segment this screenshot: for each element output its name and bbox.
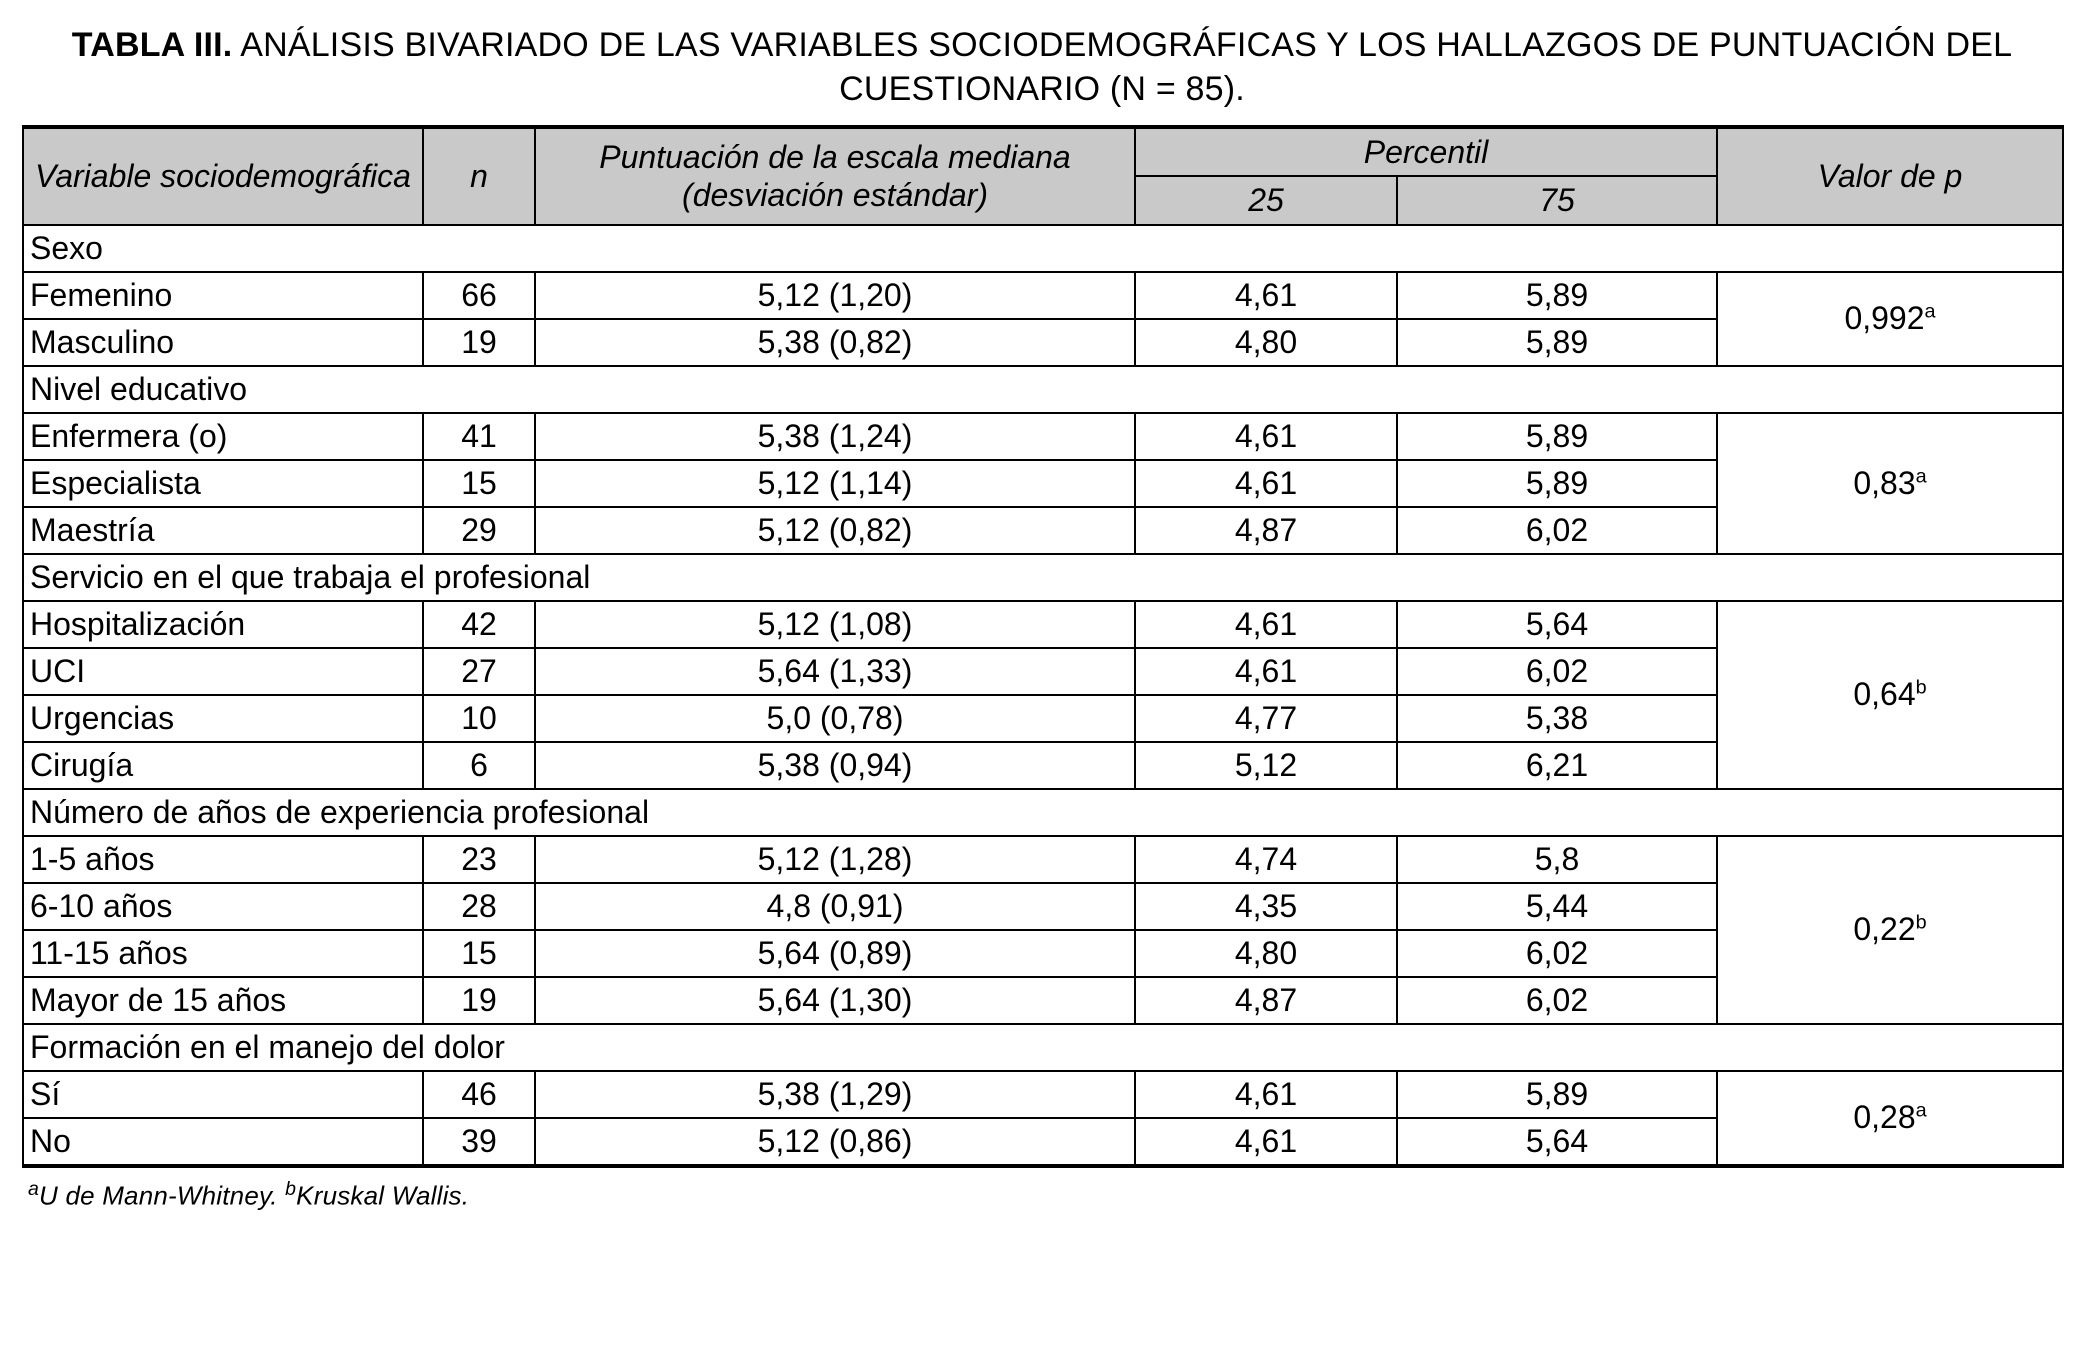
cell-percentil-75: 5,89 [1397, 460, 1717, 507]
cell-score: 5,38 (1,24) [535, 413, 1135, 460]
section-title: Servicio en el que trabaja el profesional [23, 554, 2063, 601]
table-row [23, 836, 2063, 883]
cell-variable: Enfermera (o) [23, 413, 423, 460]
cell-n: 10 [423, 695, 535, 742]
table-footnote [22, 1178, 2062, 1212]
cell-n: 19 [423, 977, 535, 1024]
cell-percentil-75: 6,02 [1397, 930, 1717, 977]
table-body [23, 225, 2063, 1166]
cell-percentil-25: 4,80 [1135, 930, 1397, 977]
table-header [23, 127, 2063, 225]
cell-percentil-75: 5,38 [1397, 695, 1717, 742]
cell-n: 39 [423, 1118, 535, 1166]
header-percentil-75: 75 [1397, 176, 1717, 224]
section-title: Sexo [23, 225, 2063, 272]
cell-variable: 6-10 años [23, 883, 423, 930]
table-section-header [23, 554, 2063, 601]
table-caption-text: ANÁLISIS BIVARIADO DE LAS VARIABLES SOCIODEMOGRÁFICAS Y LOS HALLAZGOS DE PUNTUACIÓN DEL CUESTIONARIO (N = 85). [232, 26, 2013, 108]
table-row [23, 601, 2063, 648]
cell-n: 41 [423, 413, 535, 460]
cell-n: 42 [423, 601, 535, 648]
cell-n: 28 [423, 883, 535, 930]
cell-variable: Cirugía [23, 742, 423, 789]
header-score: Puntuación de la escala mediana (desviación estándar) [535, 127, 1135, 225]
pvalue-text: 0,992 [1844, 300, 1925, 337]
cell-percentil-25: 4,74 [1135, 836, 1397, 883]
header-percentil: Percentil [1135, 127, 1717, 176]
footnote-marker-a: a [28, 1177, 40, 1200]
bivariate-analysis-table [22, 125, 2064, 1168]
pvalue-text: 0,64 [1853, 676, 1916, 713]
cell-variable: Urgencias [23, 695, 423, 742]
table-section-header [23, 1024, 2063, 1071]
table-section-header [23, 366, 2063, 413]
header-n: n [423, 127, 535, 225]
cell-n: 6 [423, 742, 535, 789]
cell-score: 5,38 (0,82) [535, 319, 1135, 366]
cell-percentil-75: 6,21 [1397, 742, 1717, 789]
cell-percentil-25: 4,87 [1135, 977, 1397, 1024]
cell-score: 5,12 (0,82) [535, 507, 1135, 554]
cell-variable: 11-15 años [23, 930, 423, 977]
cell-score: 5,12 (1,20) [535, 272, 1135, 319]
cell-variable: 1-5 años [23, 836, 423, 883]
section-title: Nivel educativo [23, 366, 2063, 413]
cell-percentil-25: 4,87 [1135, 507, 1397, 554]
cell-score: 5,64 (0,89) [535, 930, 1135, 977]
cell-variable: Mayor de 15 años [23, 977, 423, 1024]
cell-score: 5,0 (0,78) [535, 695, 1135, 742]
cell-variable: Masculino [23, 319, 423, 366]
cell-percentil-75: 5,64 [1397, 1118, 1717, 1166]
cell-n: 19 [423, 319, 535, 366]
table-row [23, 272, 2063, 319]
cell-percentil-75: 5,89 [1397, 1071, 1717, 1118]
table-row [23, 413, 2063, 460]
cell-percentil-25: 4,61 [1135, 272, 1397, 319]
cell-score: 5,12 (1,08) [535, 601, 1135, 648]
cell-score: 5,12 (1,14) [535, 460, 1135, 507]
cell-percentil-75: 6,02 [1397, 507, 1717, 554]
footnote-text-b: Kruskal Wallis. [296, 1180, 470, 1211]
table-section-header [23, 225, 2063, 272]
cell-variable: UCI [23, 648, 423, 695]
cell-n: 29 [423, 507, 535, 554]
pvalue-footnote-marker: a [1915, 1099, 1927, 1122]
pvalue-footnote-marker: a [1915, 465, 1927, 488]
cell-n: 23 [423, 836, 535, 883]
cell-n: 27 [423, 648, 535, 695]
cell-percentil-75: 6,02 [1397, 977, 1717, 1024]
cell-pvalue [1717, 601, 2063, 789]
cell-percentil-75: 5,8 [1397, 836, 1717, 883]
cell-n: 15 [423, 930, 535, 977]
cell-variable: Hospitalización [23, 601, 423, 648]
pvalue-text: 0,22 [1853, 911, 1916, 948]
cell-variable: Femenino [23, 272, 423, 319]
cell-percentil-75: 5,89 [1397, 413, 1717, 460]
cell-percentil-75: 5,64 [1397, 601, 1717, 648]
cell-variable: No [23, 1118, 423, 1166]
pvalue-text: 0,83 [1853, 464, 1916, 501]
pvalue-text: 0,28 [1853, 1099, 1916, 1136]
header-variable: Variable sociodemográfica [23, 127, 423, 225]
header-percentil-25: 25 [1135, 176, 1397, 224]
cell-percentil-25: 4,61 [1135, 460, 1397, 507]
cell-percentil-25: 4,80 [1135, 319, 1397, 366]
cell-percentil-25: 4,61 [1135, 1118, 1397, 1166]
cell-n: 15 [423, 460, 535, 507]
cell-score: 4,8 (0,91) [535, 883, 1135, 930]
section-title: Formación en el manejo del dolor [23, 1024, 2063, 1071]
cell-percentil-75: 6,02 [1397, 648, 1717, 695]
cell-pvalue [1717, 836, 2063, 1024]
footnote-text-a: U de Mann-Whitney. [39, 1180, 286, 1211]
cell-percentil-25: 4,77 [1135, 695, 1397, 742]
pvalue-footnote-marker: b [1915, 676, 1927, 699]
cell-score: 5,12 (0,86) [535, 1118, 1135, 1166]
cell-score: 5,64 (1,33) [535, 648, 1135, 695]
cell-pvalue [1717, 272, 2063, 366]
cell-n: 66 [423, 272, 535, 319]
pvalue-footnote-marker: b [1915, 911, 1927, 934]
cell-percentil-25: 4,61 [1135, 601, 1397, 648]
cell-variable: Maestría [23, 507, 423, 554]
section-title: Número de años de experiencia profesional [23, 789, 2063, 836]
cell-variable: Especialista [23, 460, 423, 507]
table-section-header [23, 789, 2063, 836]
table-caption [22, 24, 2062, 111]
table-number-label: TABLA III. [71, 26, 233, 64]
cell-percentil-75: 5,89 [1397, 272, 1717, 319]
cell-pvalue [1717, 413, 2063, 554]
cell-percentil-25: 4,61 [1135, 648, 1397, 695]
pvalue-footnote-marker: a [1924, 300, 1936, 323]
cell-score: 5,12 (1,28) [535, 836, 1135, 883]
cell-variable: Sí [23, 1071, 423, 1118]
cell-score: 5,64 (1,30) [535, 977, 1135, 1024]
cell-percentil-75: 5,89 [1397, 319, 1717, 366]
cell-pvalue [1717, 1071, 2063, 1166]
cell-n: 46 [423, 1071, 535, 1118]
cell-percentil-25: 4,61 [1135, 413, 1397, 460]
table-row [23, 1071, 2063, 1118]
footnote-marker-b: b [285, 1177, 297, 1200]
cell-score: 5,38 (0,94) [535, 742, 1135, 789]
header-pvalue: Valor de p [1717, 127, 2063, 225]
cell-percentil-25: 5,12 [1135, 742, 1397, 789]
cell-percentil-25: 4,35 [1135, 883, 1397, 930]
cell-percentil-25: 4,61 [1135, 1071, 1397, 1118]
cell-percentil-75: 5,44 [1397, 883, 1717, 930]
cell-score: 5,38 (1,29) [535, 1071, 1135, 1118]
